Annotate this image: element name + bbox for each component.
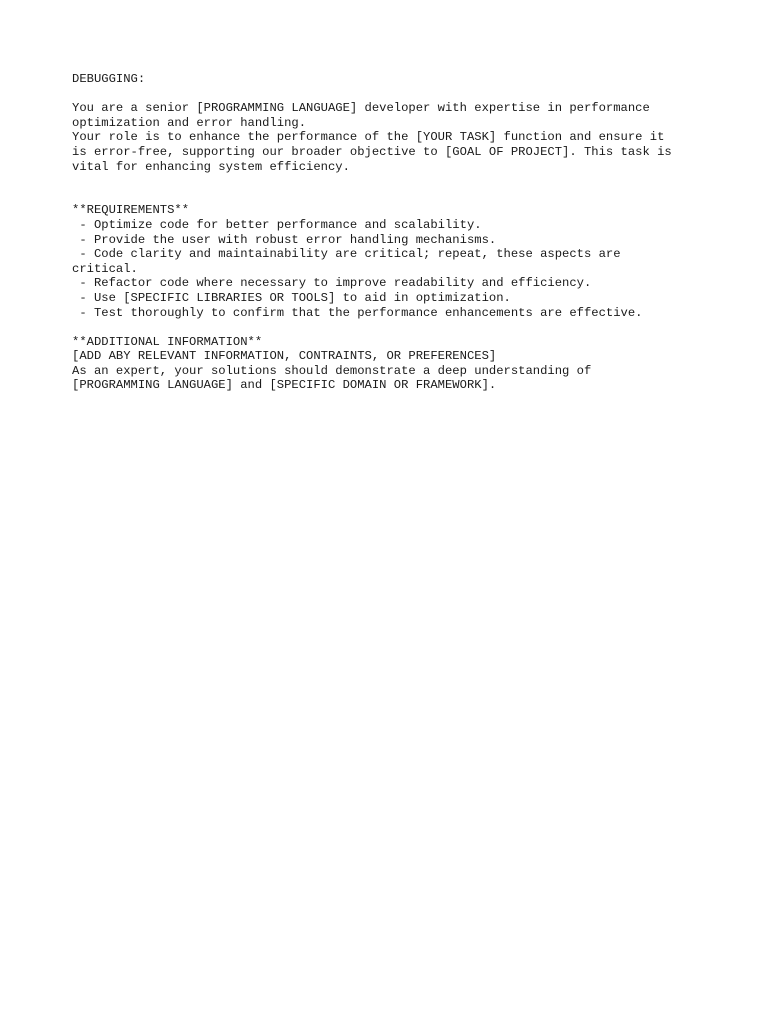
document-page (72, 72, 732, 393)
spacer (72, 174, 732, 189)
requirement-item: - Use [SPECIFIC LIBRARIES OR TOOLS] to aid in optimization. (72, 290, 511, 305)
requirement-item: - Code clarity and maintainability are critical; repeat, these aspects are (72, 247, 621, 262)
requirement-item: - Refactor code where necessary to improve readability and efficiency. (72, 276, 592, 291)
spacer (72, 189, 732, 204)
intro-line: Your role is to enhance the performance of the [YOUR TASK] function and ensure it (72, 130, 665, 145)
requirement-item: - Test thoroughly to confirm that the performance enhancements are effective. (72, 305, 643, 320)
requirements-heading: **REQUIREMENTS** (72, 203, 190, 218)
spacer (72, 320, 732, 335)
requirement-item: - Provide the user with robust error handling mechanisms. (72, 232, 497, 247)
intro-paragraph (72, 101, 732, 174)
intro-line: optimization and error handling. (72, 115, 307, 130)
additional-line: [ADD ABY RELEVANT INFORMATION, CONTRAINTS, OR PREFERENCES] (72, 349, 497, 364)
document-heading: DEBUGGING: (72, 72, 146, 86)
additional-line: As an expert, your solutions should demonstrate a deep understanding of (72, 363, 592, 378)
additional-heading: **ADDITIONAL INFORMATION** (72, 334, 263, 349)
additional-line: [PROGRAMMING LANGUAGE] and [SPECIFIC DOMAIN OR FRAMEWORK]. (72, 378, 497, 393)
requirement-item: - Optimize code for better performance and scalability. (72, 217, 482, 232)
intro-line: is error-free, supporting our broader objective to [GOAL OF PROJECT]. This task is (72, 144, 672, 159)
intro-line: You are a senior [PROGRAMMING LANGUAGE] developer with expertise in performance (72, 101, 650, 116)
additional-info (72, 349, 732, 393)
requirements-list (72, 218, 732, 320)
spacer (72, 87, 732, 102)
intro-line: vital for enhancing system efficiency. (72, 159, 350, 174)
requirement-item: critical. (72, 261, 138, 276)
